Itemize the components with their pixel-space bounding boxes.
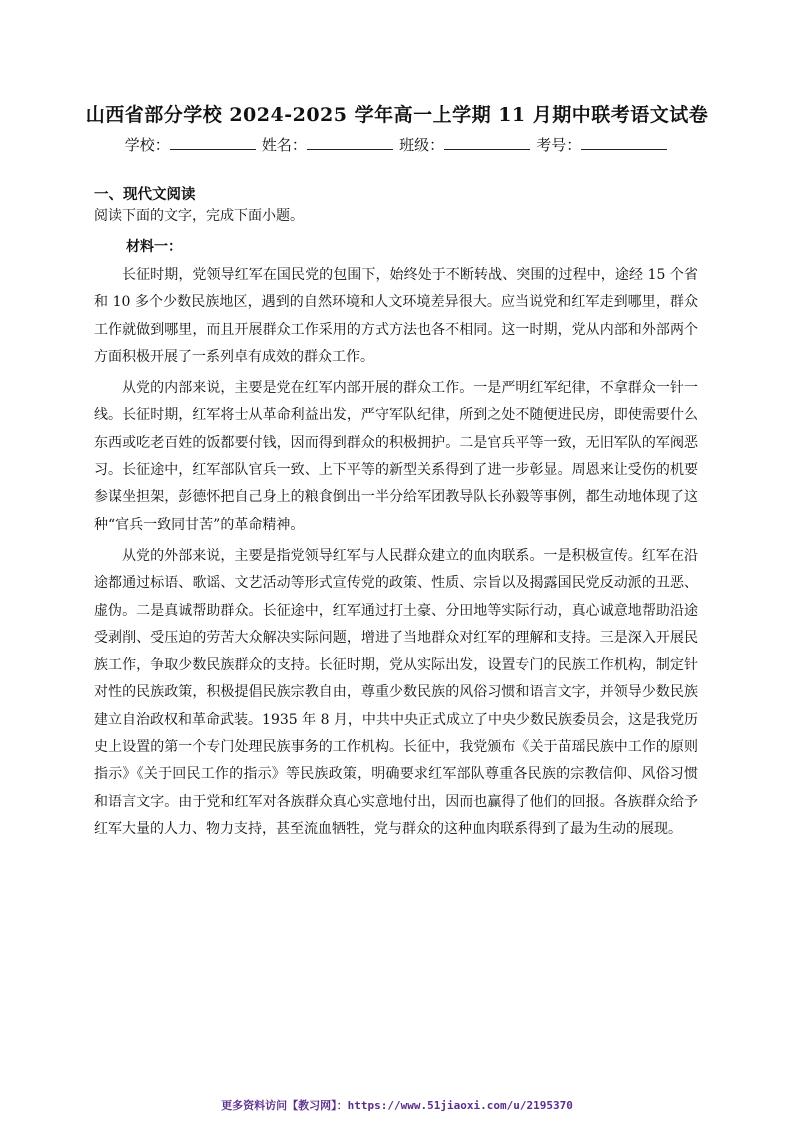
number-blank[interactable] — [581, 135, 667, 150]
footer-link[interactable]: 更多资料访问【教习网】：https://www.51jiaoxi.com/u/2195370 — [221, 1099, 573, 1112]
material-label: 材料一： — [126, 239, 182, 255]
class-field — [399, 134, 532, 155]
number-label: 考号： — [536, 137, 582, 154]
name-field — [262, 134, 395, 155]
class-blank[interactable] — [444, 135, 530, 150]
passage-paragraph: 从党的内部来说，主要是党在红军内部开展的群众工作。一是严明红军纪律，不拿群众一针一线。长征时期，红军将士从革命利益出发，严守军队纪律，所到之处不随便进民房，即使需要什么东西或吃老百姓的饭都要付钱，因而得到群众的积极拥护。二是官兵平等一致，无旧军队的军阀恶习。长征途中，红军部队官兵一致、上下平等的新型关系得到了进一步彰显。周恩来让受伤的机要参谋坐担架，彭德怀把自己身上的粮食倒出一半分给军团教导队长孙毅等事例，都生动地体现了这种“官兵一致同甘苦”的革命精神。 — [94, 380, 698, 533]
student-info-fields — [0, 134, 794, 155]
number-field — [536, 134, 669, 155]
class-label: 班级： — [399, 137, 445, 154]
reading-instruction: 阅读下面的文字，完成下面小题。 — [94, 208, 304, 224]
exam-title: 山西省部分学校 2024-2025 学年高一上学期 11 月期中联考语文试卷 — [85, 104, 709, 126]
passage-body — [94, 262, 698, 847]
name-blank[interactable] — [307, 135, 393, 150]
name-label: 姓名： — [261, 137, 307, 154]
passage-paragraph: 从党的外部来说，主要是指党领导红军与人民群众建立的血肉联系。一是积极宣传。红军在沿途都通过标语、歌谣、文艺活动等形式宣传党的政策、性质、宗旨以及揭露国民党反动派的丑恶、虚伪。二是真诚帮助群众。长征途中，红军通过打土豪、分田地等实际行动，真心诚意地帮助沿途受剥削、受压迫的劳苦大众解决实际问题，增进了当地群众对红军的理解和支持。三是深入开展民族工作，争取少数民族群众的支持。长征时期，党从实际出发，设置专门的民族工作机构，制定针对性的民族政策，积极提倡民族宗教自由，尊重少数民族的风俗习惯和语言文字，并领导少数民族建立自治政权和革命武装。1935 年 8 月，中共中央正式成立了中央少数民族委员会，这是我党历史上设置的第一个专门处理民族事务的工作机构。长征中，我党颁布《关于苗瑶民族中工作的原则指示》《关于回民工作的指示》等民族政策，明确要求红军部队尊重各民族的宗教信仰、风俗习惯和语言文字。由于党和红军对各族群众真心实意地付出，因而也赢得了他们的回报。各族群众给予红军大量的人力、物力支持，甚至流血牺牲，党与群众的这种血肉联系得到了最为生动的展现。 — [94, 547, 698, 837]
section-heading: 一、现代文阅读 — [94, 187, 196, 203]
school-field — [125, 134, 258, 155]
school-blank[interactable] — [170, 135, 256, 150]
school-label: 学校： — [124, 137, 170, 154]
passage-paragraph: 长征时期，党领导红军在国民党的包围下，始终处于不断转战、突围的过程中，途经 15 个省和 10 多个少数民族地区，遇到的自然环境和人文环境差异很大。应当说党和红军走到哪里，群众工作就做到哪里，而且开展群众工作采用的方式方法也各不相同。这一时期，党从内部和外部两个方面积极开展了一系列卓有成效的群众工作。 — [94, 267, 698, 365]
